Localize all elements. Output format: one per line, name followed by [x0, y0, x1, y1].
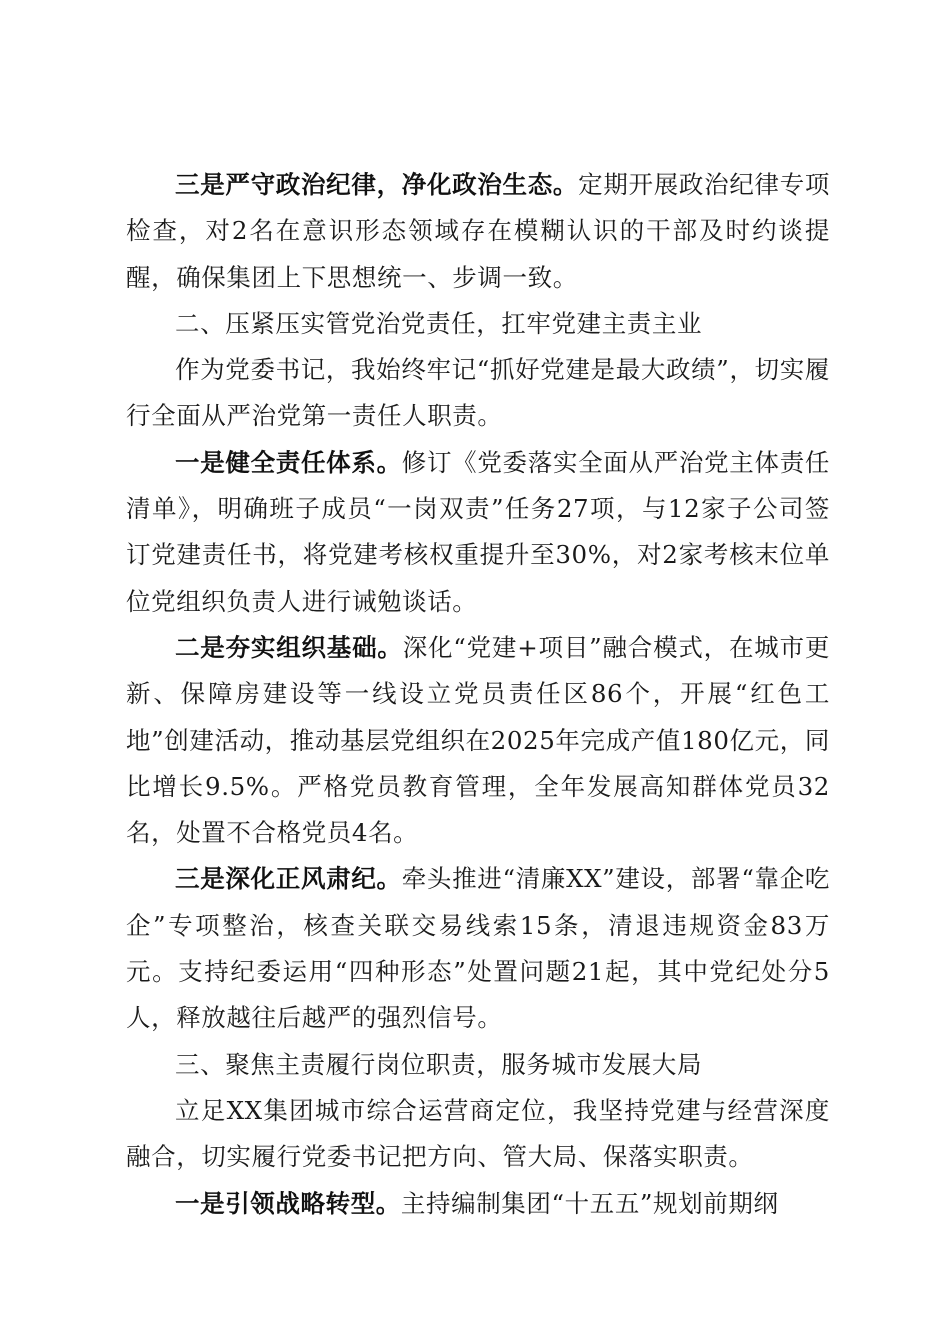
paragraph-organization-base — [126, 625, 830, 856]
paragraph-lead: 一是引领战略转型。 — [175, 1188, 401, 1218]
section-heading-3 — [126, 1042, 830, 1088]
document-body — [126, 162, 830, 1227]
paragraph-lead: 三是严守政治纪律，净化政治生态。 — [175, 170, 579, 199]
paragraph-text: 立足XX集团城市综合运营商定位，我坚持党建与经营深度融合，切实履行党委书记把方向、管大局、保落实职责。 — [126, 1095, 830, 1172]
paragraph-positioning — [126, 1088, 830, 1181]
paragraph-text: 定期开展政治纪律专项检查，对2名在意识形态领域存在模糊认识的干部及时约谈提醒，确保集团上下思想统一、步调一致。 — [126, 170, 831, 292]
paragraph-discipline-rectification — [126, 856, 830, 1041]
paragraph-text: 修订《党委落实全面从严治党主体责任清单》，明确班子成员“一岗双责”任务27项，与12家子公司签订党建责任书，将党建考核权重提升至30%，对2家考核末位单位党组织负责人进行诫勉谈话。 — [126, 447, 830, 616]
paragraph-political-discipline — [126, 162, 830, 301]
paragraph-lead: 三是深化正风肃纪。 — [175, 864, 402, 894]
paragraph-text: 作为党委书记，我始终牢记“抓好党建是最大政绩”，切实履行全面从严治党第一责任人职责。 — [126, 355, 830, 431]
section-heading-text: 二、压紧压实管党治党责任，扛牢党建主责主业 — [175, 308, 703, 338]
paragraph-lead: 二是夯实组织基础。 — [175, 632, 403, 662]
paragraph-text: 牵头推进“清廉XX”建设，部署“靠企吃企”专项整治，核查关联交易线索15条，清退违规资金83万元。支持纪委运用“四种形态”处置问题21起，其中党纪处分5人，释放越往后越严的强烈信号。 — [126, 864, 831, 1033]
paragraph-strategic-transformation — [126, 1181, 830, 1227]
section-heading-text: 三、聚焦主责履行岗位职责，服务城市发展大局 — [175, 1049, 703, 1079]
paragraph-text: 深化“党建+项目”融合模式，在城市更新、保障房建设等一线设立党员责任区86个，开展“红色工地”创建活动，推动基层党组织在2025年完成产值180亿元，同比增长9.5%。严格党员教育管理，全年发展高知群体党员32名，处置不合格党员4名。 — [126, 632, 830, 848]
section-heading-2 — [126, 301, 830, 347]
paragraph-secretary-intro — [126, 347, 830, 440]
paragraph-lead: 一是健全责任体系。 — [175, 447, 402, 477]
paragraph-responsibility-system — [126, 440, 830, 625]
paragraph-text: 主持编制集团“十五五”规划前期纲 — [400, 1188, 779, 1218]
